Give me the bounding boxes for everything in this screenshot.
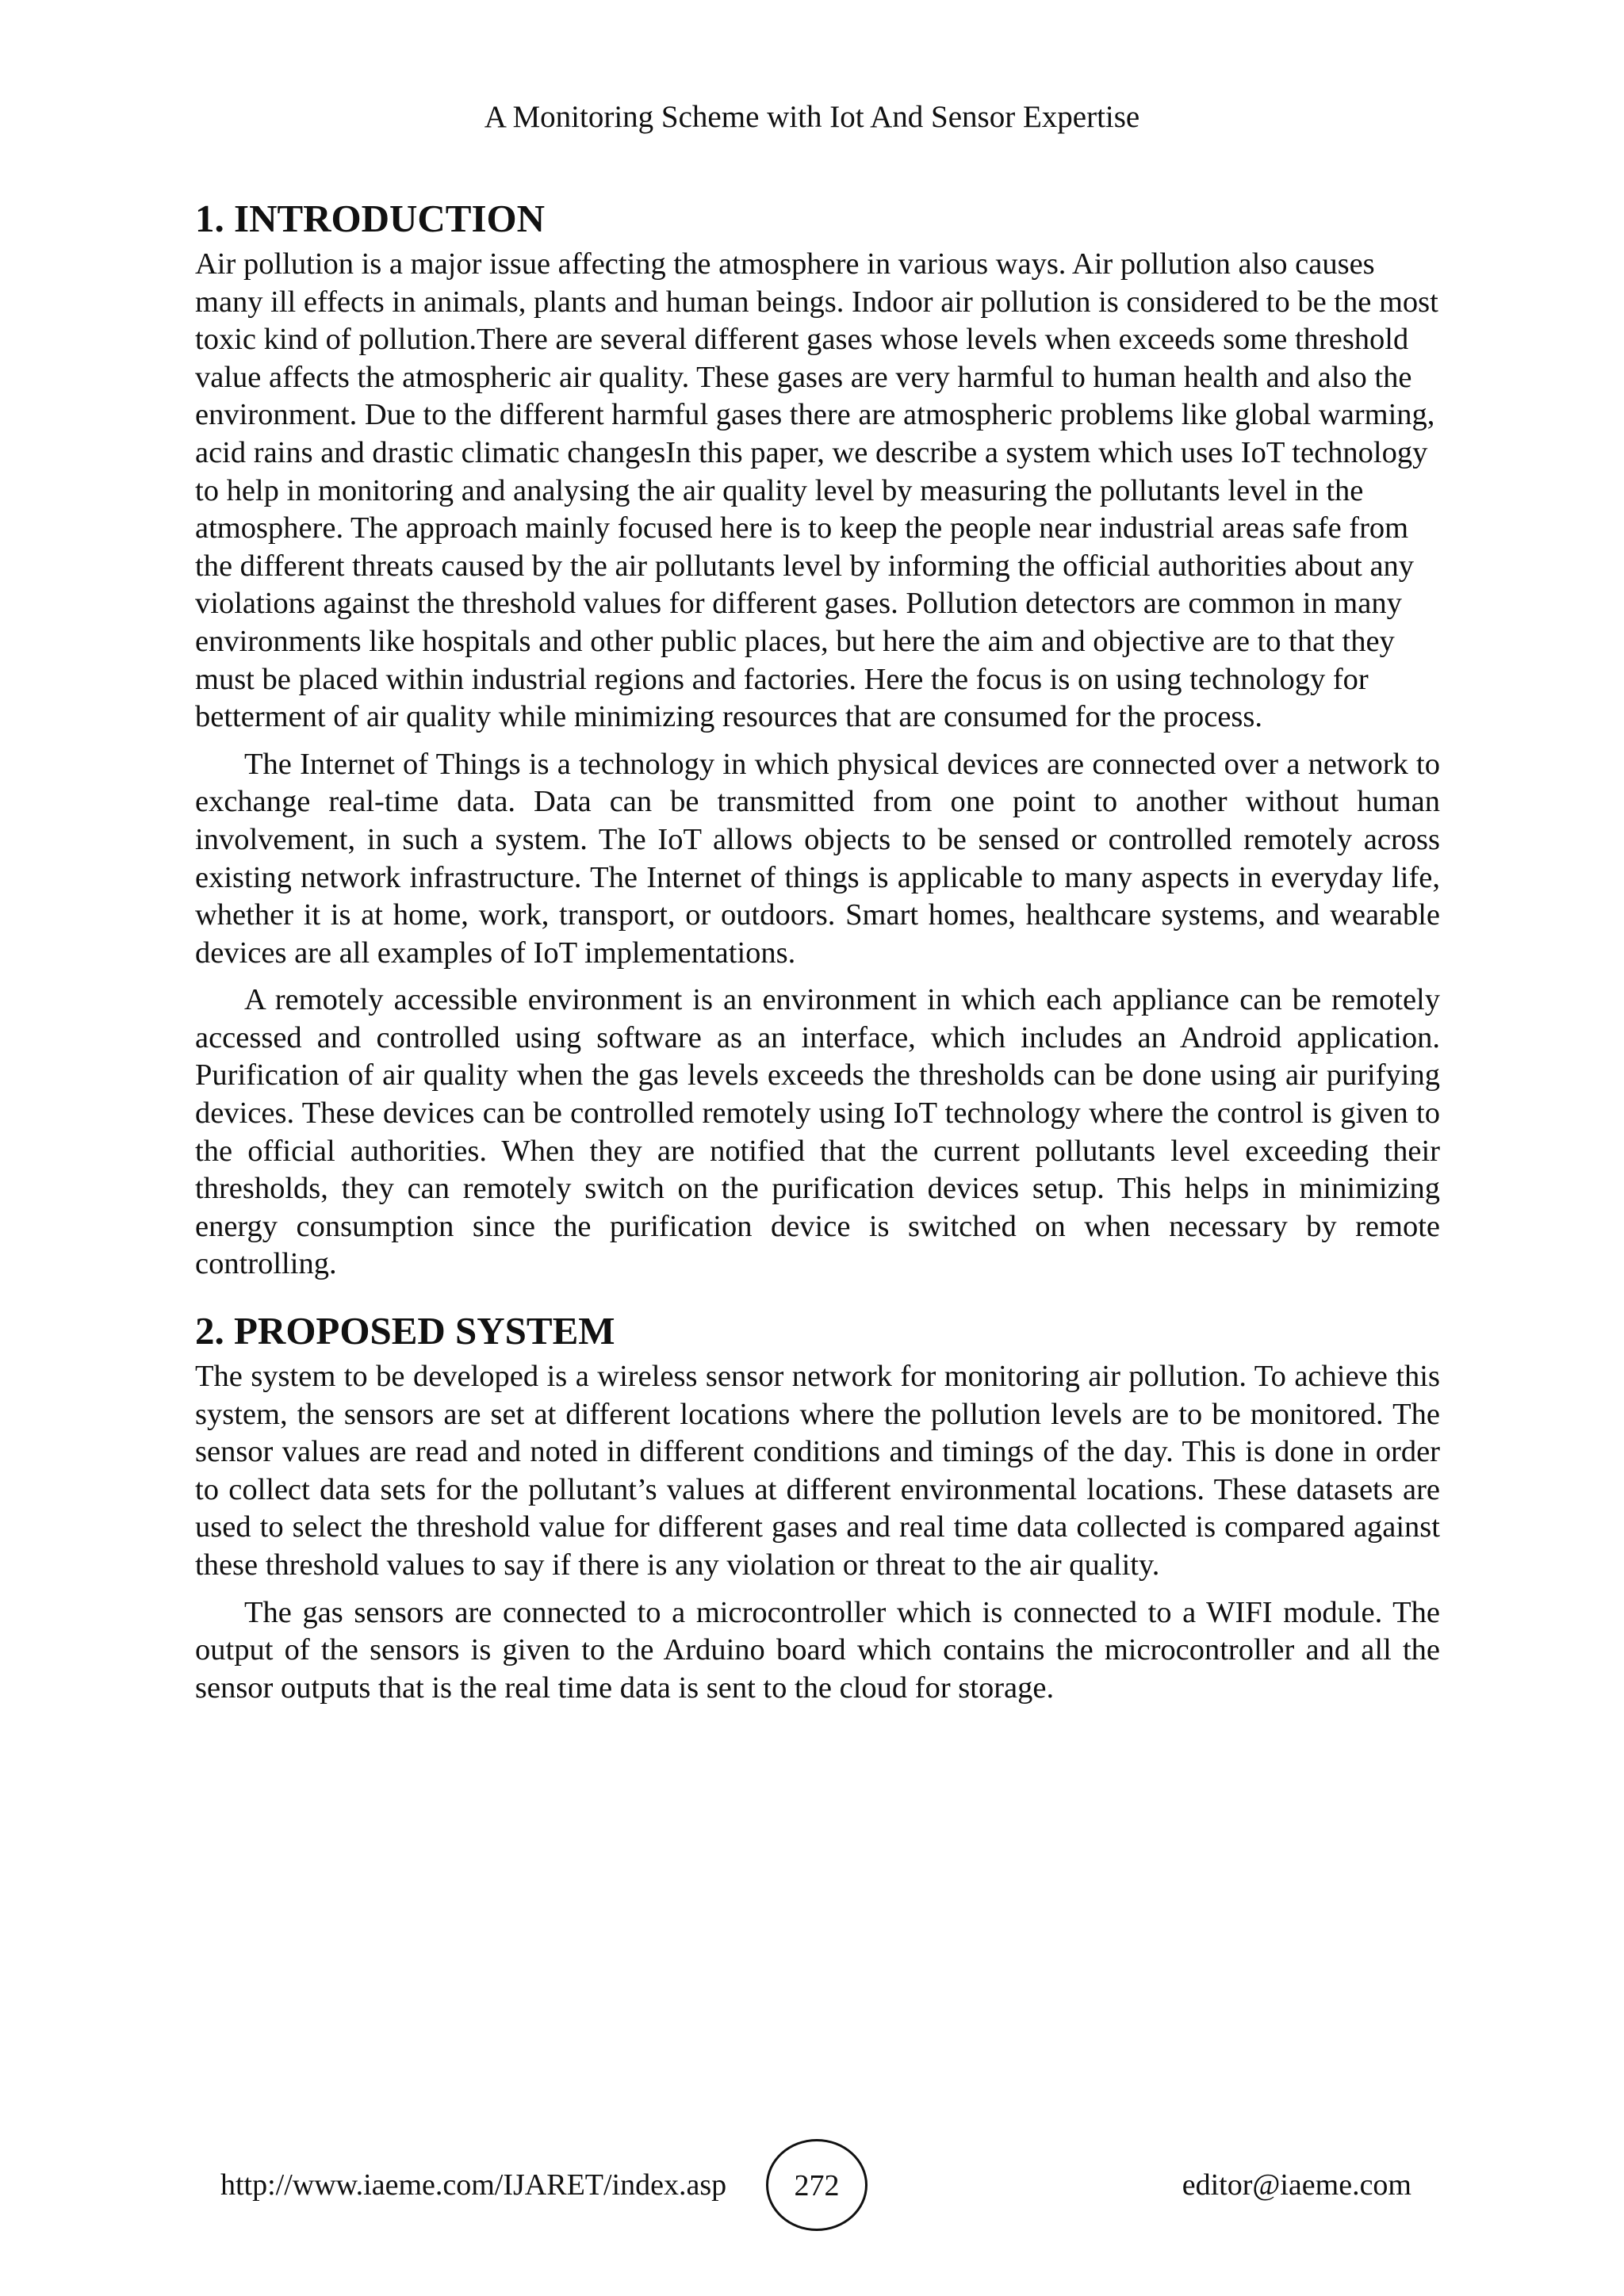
footer-url-link[interactable]: http://www.iaeme.com/IJARET/index.asp <box>220 2168 727 2202</box>
running-header: A Monitoring Scheme with Iot And Sensor Expertise <box>484 100 1140 134</box>
page-footer <box>0 2139 1624 2234</box>
paragraph: A remotely accessible environment is an environment in which each appliance can be remotely accessed and controlled using software as an interface, which includes an Android application. Purification of air quality when the gas levels exceeds the thresholds can be done using air purifying devices. These devices can be controlled remotely using IoT technology where the control is given to the official authorities. When they are notified that the current pollutants level exceeding their thresholds, they can remotely switch on the purification devices setup. This helps in minimizing energy consumption since the purification device is switched on when necessary by remote controlling. <box>195 983 1440 1281</box>
paragraph: The gas sensors are connected to a microcontroller which is connected to a WIFI module. The output of the sensors is given to the Arduino board which contains the microcontroller and all the sensor outputs that is the real time data is sent to the cloud for storage. <box>195 1595 1440 1705</box>
paragraph: The Internet of Things is a technology in which physical devices are connected over a network to exchange real-time data. Data can be transmitted from one point to another without human involvement, in such a system. The IoT allows objects to be sensed or controlled remotely across existing network infrastructure. The Internet of things is applicable to many aspects in everyday life, whether it is at home, work, transport, or outdoors. Smart homes, healthcare systems, and wearable devices are all examples of IoT implementations. <box>195 747 1440 970</box>
footer-email-link[interactable]: editor@iaeme.com <box>1182 2168 1411 2202</box>
introduction-section <box>195 195 1440 1284</box>
paragraph: Air pollution is a major issue affecting the atmosphere in various ways. Air pollution also causes many ill effects in animals, plants and human beings. Indoor air pollution is considered to be the most toxic kind of pollution.There are several different gases whose levels when exceeds some threshold value affects the atmospheric air quality. These gases are very harmful to human health and also the environment. Due to the different harmful gases there are atmospheric problems like global warming, acid rains and drastic climatic changesIn this paper, we describe a system which uses IoT technology to help in monitoring and analysing the air quality level by measuring the pollutants level in the atmosphere. The approach mainly focused here is to keep the people near industrial areas safe from the different threats caused by the air pollutants level by informing the official authorities about any violations against the threshold values for different gases. Pollution detectors are common in many environments like hospitals and other public places, but here the aim and objective are to that they must be placed within industrial regions and factories. Here the focus is on using technology for betterment of air quality while minimizing resources that are consumed for the process. <box>195 247 1438 734</box>
page-number: 272 <box>794 2169 840 2202</box>
article-body <box>195 195 1440 1707</box>
page-number-circle <box>766 2139 868 2231</box>
paragraph: The system to be developed is a wireless sensor network for monitoring air pollution. To achieve this system, the sensors are set at different locations where the pollution levels are to be monitored. The sensor values are read and noted in different conditions and timings of the day. This is done in order to collect data sets for the pollutant’s values at different environmental locations. These datasets are used to select the threshold value for different gases and real time data collected is compared against these threshold values to say if there is any violation or threat to the air quality. <box>195 1360 1440 1582</box>
section-heading: 2. PROPOSED SYSTEM <box>195 1309 615 1353</box>
section-heading: 1. INTRODUCTION <box>195 197 546 240</box>
proposed-system-section <box>195 1307 1440 1707</box>
